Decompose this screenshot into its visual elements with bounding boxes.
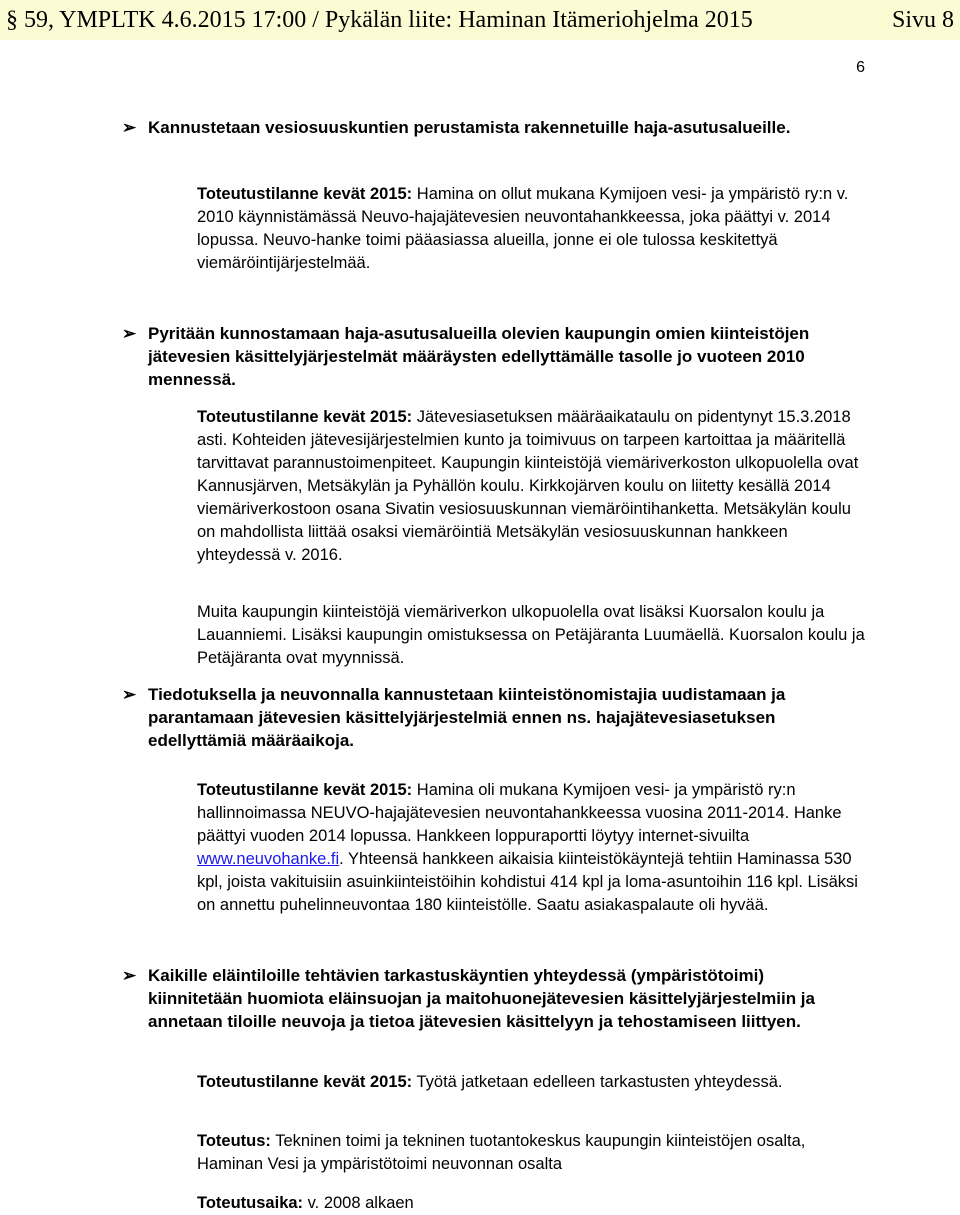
bullet-heading: Kannustetaan vesiosuuskuntien perustamista rakennetuille haja-asutusalueille.	[148, 118, 791, 137]
implementation-text: Tekninen toimi ja tekninen tuotantokeskus kaupungin kiinteistöjen osalta, Haminan Vesi ja ympäristötoimi neuvonnan osalta	[197, 1132, 806, 1173]
status-text: Jätevesiasetuksen määräaikataulu on pidentynyt 15.3.2018 asti. Kohteiden jätevesijärjestelmien kunto ja toimivuus on tarpeen kartoittaa ja määritellä tarvittavat parannustoimenpiteet. Kaupungin kiinteistöjä viemäriverkoston ulkopuolella ovat Kannusjärven, Metsäkylän ja Pyhällön koulu. Kirkkojärven koulu on liitetty kesällä 2014 viemäriverkostoon osana Sivatin vesiosuuskunnan viemäröintihanketta. Metsäkylän koulu on mahdollista liittää osaksi viemäröintiä Metsäkylän vesiosuuskunnan hankkeen yhteydessä v. 2016.	[197, 408, 859, 564]
status-paragraph	[197, 1071, 867, 1094]
implementation-time-text: v. 2008 alkaen	[303, 1194, 414, 1212]
status-text-a: Hamina oli mukana Kymijoen vesi- ja ympäristö ry:n hallinnoimassa NEUVO-hajajätevesien neuvontahankkeessa vuosina 2011-2014. Hanke päättyi vuoden 2014 lopussa. Hankkeen loppuraportti löytyy internet-sivuilta	[197, 781, 842, 845]
implementation-label: Toteutus:	[197, 1132, 271, 1150]
status-text: Työtä jatketaan edelleen tarkastusten yhteydessä.	[412, 1073, 783, 1091]
arrow-bullet-icon: ➢	[122, 118, 137, 137]
status-text-b: . Yhteensä hankkeen aikaisia kiinteistökäyntejä tehtiin Haminassa 530 kpl, joista vakituisiin asuinkiinteistöihin kohdistui 414 kpl ja loma-asuntoihin 116 kpl. Lisäksi on annettu puhelinneuvontaa 180 kiinteistölle. Saatu asiakaspalaute oli hyvää.	[197, 850, 858, 914]
bullet-heading: Kaikille eläintiloille tehtävien tarkastuskäyntien yhteydessä (ympäristötoimi) kiinnitetään huomiota eläinsuojan ja maitohuonejätevesien käsittelyjärjestelmiin ja annetaan tiloille neuvoja ja tietoa jätevesien käsittelyyn ja tehostamiseen liittyen.	[148, 966, 815, 1031]
page-number: 6	[856, 59, 865, 76]
implementation-time-paragraph	[197, 1192, 867, 1215]
bullet-item-2	[122, 322, 842, 391]
arrow-bullet-icon: ➢	[122, 966, 137, 985]
arrow-bullet-icon: ➢	[122, 685, 137, 704]
status-paragraph	[197, 779, 867, 917]
bullet-heading: Pyritään kunnostamaan haja-asutusalueilla olevien kaupungin omien kiinteistöjen jätevesien käsittelyjärjestelmät määräysten edellyttämälle tasolle jo vuoteen 2010 mennessä.	[148, 324, 810, 389]
status-label: Toteutustilanne kevät 2015:	[197, 185, 413, 203]
implementation-paragraph	[197, 1130, 867, 1176]
status-text: Hamina on ollut mukana Kymijoen vesi- ja ympäristö ry:n v. 2010 käynnistämässä Neuvo-hajajätevesien neuvontahankkeessa, joka päättyi v. 2014 lopussa. Neuvo-hanke toimi pääasiassa alueilla, jonne ei ole tulossa keskitettyä viemäröintijärjestelmää.	[197, 185, 849, 272]
document-header	[0, 0, 960, 40]
status-paragraph	[197, 406, 867, 567]
header-title: § 59, YMPLTK 4.6.2015 17:00 / Pykälän liite: Haminan Itämeriohjelma 2015	[6, 7, 753, 33]
status-paragraph	[197, 183, 867, 275]
extra-paragraph: Muita kaupungin kiinteistöjä viemäriverkon ulkopuolella ovat lisäksi Kuorsalon koulu ja Lauanniemi. Lisäksi kaupungin omistuksessa on Petäjäranta Luumäellä. Kuorsalon koulu ja Petäjäranta ovat myynnissä.	[197, 603, 865, 667]
bullet-item-1	[122, 116, 842, 139]
neuvohanke-link[interactable]: www.neuvohanke.fi	[197, 850, 340, 868]
bullet-heading: Tiedotuksella ja neuvonnalla kannustetaan kiinteistönomistajia uudistamaan ja parantamaan jätevesien käsittelyjärjestelmiä ennen ns. hajajätevesiasetuksen edellyttämiä määräaikoja.	[148, 685, 786, 750]
header-page: Sivu 8	[891, 7, 954, 33]
bullet-item-3	[122, 683, 842, 752]
status-label: Toteutustilanne kevät 2015:	[197, 1073, 413, 1091]
status-label: Toteutustilanne kevät 2015:	[197, 408, 413, 426]
bullet-item-4	[122, 964, 842, 1033]
arrow-bullet-icon: ➢	[122, 324, 137, 343]
implementation-time-label: Toteutusaika:	[197, 1194, 304, 1212]
status-label: Toteutustilanne kevät 2015:	[197, 781, 413, 799]
